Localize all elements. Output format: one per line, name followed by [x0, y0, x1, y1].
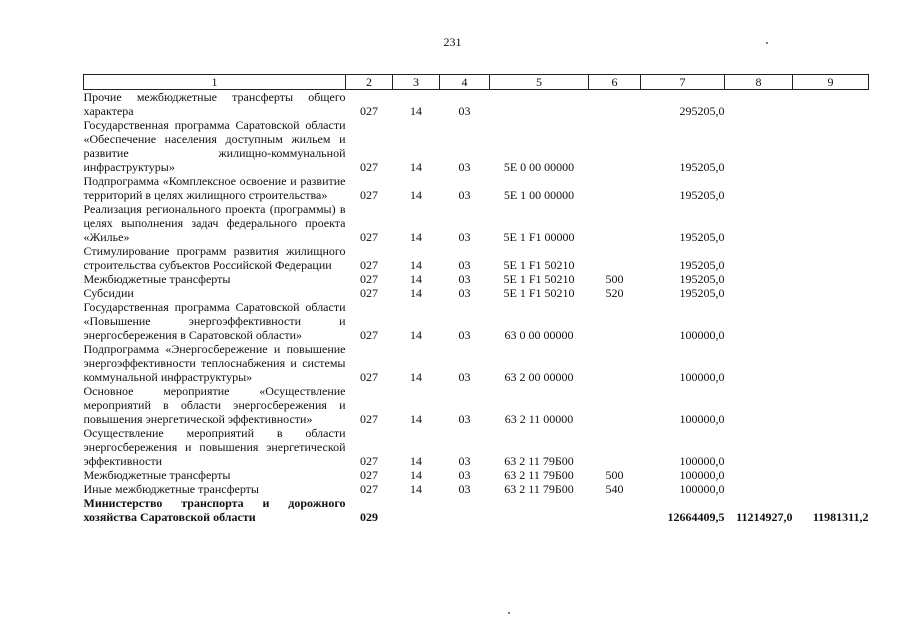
amount-2022: 11214927,0	[736, 510, 793, 524]
expense-type-code	[589, 426, 641, 468]
ministry-code: 027	[360, 188, 378, 202]
section-code: 14	[410, 286, 422, 300]
row-name: Подпрограмма «Комплексное освоение и развитие территорий в целях жилищного строительства»	[83, 174, 346, 202]
subsection-code: 03	[458, 468, 471, 482]
ministry-code: 027	[360, 230, 378, 244]
subsection-code: 03	[458, 328, 471, 342]
ministry-code: 027	[360, 272, 378, 286]
column-header: 4	[440, 75, 490, 90]
amount-2021: 195205,0	[679, 230, 725, 244]
expense-type-code	[589, 174, 641, 202]
column-header: 7	[641, 75, 725, 90]
table-row	[84, 482, 869, 496]
expense-type-code	[589, 496, 641, 524]
subsection-code: 03	[458, 286, 471, 300]
amount-2021: 100000,0	[679, 370, 725, 384]
subsection-code: 03	[458, 230, 471, 244]
scan-speck	[508, 612, 510, 614]
row-name: Иные межбюджетные трансферты	[83, 482, 259, 496]
budget-table	[83, 74, 869, 524]
amount-2022	[725, 468, 793, 482]
amount-2021: 195205,0	[679, 272, 725, 286]
amount-2021: 195205,0	[679, 286, 725, 300]
subsection-code: 03	[458, 188, 471, 202]
target-article-code	[490, 90, 589, 119]
amount-2023	[793, 286, 869, 300]
target-article-code: 5Е 1 F1 50210	[503, 272, 575, 286]
ministry-code: 027	[360, 454, 378, 468]
column-header: 9	[793, 75, 869, 90]
row-name: Реализация регионального проекта (программы) в целях выполнения задач федерального проекта «Жилье»	[83, 202, 346, 244]
amount-2022	[725, 174, 793, 202]
table-row	[84, 286, 869, 300]
amount-2023	[793, 202, 869, 244]
row-name: Основное мероприятие «Осуществление мероприятий в области энергосбережения и повышения энергетической эффективности»	[83, 384, 346, 426]
target-article-code: 5Е 1 00 00000	[503, 188, 575, 202]
section-code: 14	[410, 454, 422, 468]
amount-2023	[793, 272, 869, 286]
amount-2021: 195205,0	[679, 188, 725, 202]
expense-type-code	[589, 300, 641, 342]
target-article-code: 63 2 11 00000	[504, 412, 574, 426]
amount-2023	[793, 174, 869, 202]
ministry-code: 027	[360, 328, 378, 342]
expense-type-code	[589, 118, 641, 174]
section-code: 14	[410, 370, 422, 384]
expense-type-code	[589, 384, 641, 426]
subsection-code: 03	[458, 454, 471, 468]
expense-type-code: 540	[605, 482, 624, 496]
amount-2023	[793, 342, 869, 384]
amount-2021: 100000,0	[679, 412, 725, 426]
target-article-code: 5Е 1 F1 50210	[503, 258, 575, 272]
expense-type-code: 500	[605, 272, 624, 286]
amount-2022	[725, 482, 793, 496]
amount-2021: 100000,0	[679, 482, 725, 496]
section-code: 14	[410, 188, 422, 202]
ministry-code: 027	[360, 370, 378, 384]
expense-type-code	[589, 244, 641, 272]
target-article-code: 5Е 1 F1 00000	[503, 230, 575, 244]
amount-2021: 195205,0	[679, 160, 725, 174]
table-row	[84, 90, 869, 119]
section-code: 14	[410, 258, 422, 272]
amount-2021: 295205,0	[679, 104, 725, 118]
amount-2023	[793, 384, 869, 426]
table-row	[84, 244, 869, 272]
table-row	[84, 272, 869, 286]
amount-2022	[725, 118, 793, 174]
column-number-header	[84, 75, 869, 90]
table-row	[84, 496, 869, 524]
column-header: 1	[84, 75, 346, 90]
column-header: 3	[393, 75, 440, 90]
table-row	[84, 468, 869, 482]
amount-2023	[793, 90, 869, 119]
ministry-code: 027	[360, 160, 378, 174]
table-row	[84, 426, 869, 468]
section-code: 14	[410, 230, 422, 244]
ministry-code: 027	[360, 104, 378, 118]
ministry-code: 029	[360, 510, 378, 524]
amount-2022	[725, 342, 793, 384]
row-name: Прочие межбюджетные трансферты общего характера	[83, 90, 346, 118]
amount-2023	[793, 482, 869, 496]
ministry-code: 027	[360, 286, 378, 300]
table-row	[84, 300, 869, 342]
amount-2021: 100000,0	[679, 468, 725, 482]
amount-2022	[725, 300, 793, 342]
target-article-code: 5Е 1 F1 50210	[503, 286, 575, 300]
amount-2022	[725, 244, 793, 272]
expense-type-code	[589, 90, 641, 119]
amount-2023	[793, 118, 869, 174]
amount-2023	[793, 244, 869, 272]
section-code: 14	[410, 104, 422, 118]
amount-2021: 195205,0	[679, 258, 725, 272]
ministry-code: 027	[360, 412, 378, 426]
expense-type-code	[589, 202, 641, 244]
table-row	[84, 118, 869, 174]
ministry-code: 027	[360, 468, 378, 482]
row-name: Межбюджетные трансферты	[83, 272, 231, 286]
section-code: 14	[410, 272, 422, 286]
target-article-code	[490, 496, 589, 524]
subsection-code: 03	[458, 258, 471, 272]
column-header: 6	[589, 75, 641, 90]
subsection-code	[440, 496, 490, 524]
section-code: 14	[410, 160, 422, 174]
amount-2021: 12664409,5	[667, 510, 725, 524]
row-name: Министерство транспорта и дорожного хозяйства Саратовской области	[83, 496, 346, 524]
amount-2023	[793, 426, 869, 468]
table-row	[84, 202, 869, 244]
row-name: Субсидии	[83, 286, 134, 300]
subsection-code: 03	[458, 160, 471, 174]
table-row	[84, 384, 869, 426]
amount-2022	[725, 272, 793, 286]
row-name: Межбюджетные трансферты	[83, 468, 231, 482]
section-code: 14	[410, 328, 422, 342]
row-name: Стимулирование программ развития жилищного строительства субъектов Российской Федерации	[83, 244, 346, 272]
column-header: 2	[346, 75, 393, 90]
page-number: 231	[443, 35, 462, 49]
table-row	[84, 342, 869, 384]
amount-2021: 100000,0	[679, 454, 725, 468]
target-article-code: 63 2 11 79Б00	[504, 482, 574, 496]
expense-type-code: 500	[605, 468, 624, 482]
amount-2022	[725, 384, 793, 426]
row-name: Государственная программа Саратовской области «Обеспечение населения доступным жильем и развитие жилищно-коммунальной инфраструктуры»	[83, 118, 346, 174]
subsection-code: 03	[458, 370, 471, 384]
amount-2022	[725, 286, 793, 300]
expense-type-code: 520	[605, 286, 624, 300]
subsection-code: 03	[458, 482, 471, 496]
table-body	[84, 90, 869, 525]
subsection-code: 03	[458, 104, 471, 118]
column-header: 5	[490, 75, 589, 90]
table-row	[84, 174, 869, 202]
subsection-code: 03	[458, 272, 471, 286]
amount-2023	[793, 300, 869, 342]
section-code: 14	[410, 412, 422, 426]
ministry-code: 027	[360, 482, 378, 496]
row-name: Государственная программа Саратовской области «Повышение энергоэффективности и энергосбережения в Саратовской области»	[83, 300, 346, 342]
target-article-code: 63 2 11 79Б00	[504, 468, 574, 482]
target-article-code: 63 2 11 79Б00	[504, 454, 574, 468]
amount-2021: 100000,0	[679, 328, 725, 342]
ministry-code: 027	[360, 258, 378, 272]
amount-2022	[725, 202, 793, 244]
section-code: 14	[410, 482, 422, 496]
row-name: Осуществление мероприятий в области энергосбережения и повышения энергетической эффективности	[83, 426, 346, 468]
amount-2022	[725, 426, 793, 468]
section-code: 14	[410, 468, 422, 482]
row-name: Подпрограмма «Энергосбережение и повышение энергоэффективности теплоснабжения и системы коммунальной инфраструктуры»	[83, 342, 346, 384]
column-header: 8	[725, 75, 793, 90]
target-article-code: 63 0 00 00000	[504, 328, 574, 342]
subsection-code: 03	[458, 412, 471, 426]
scan-speck	[766, 42, 768, 44]
target-article-code: 63 2 00 00000	[504, 370, 574, 384]
amount-2022	[725, 90, 793, 119]
amount-2023	[793, 468, 869, 482]
expense-type-code	[589, 342, 641, 384]
target-article-code: 5Е 0 00 00000	[503, 160, 575, 174]
section-code	[393, 496, 440, 524]
amount-2023: 11981311,2	[812, 510, 869, 524]
